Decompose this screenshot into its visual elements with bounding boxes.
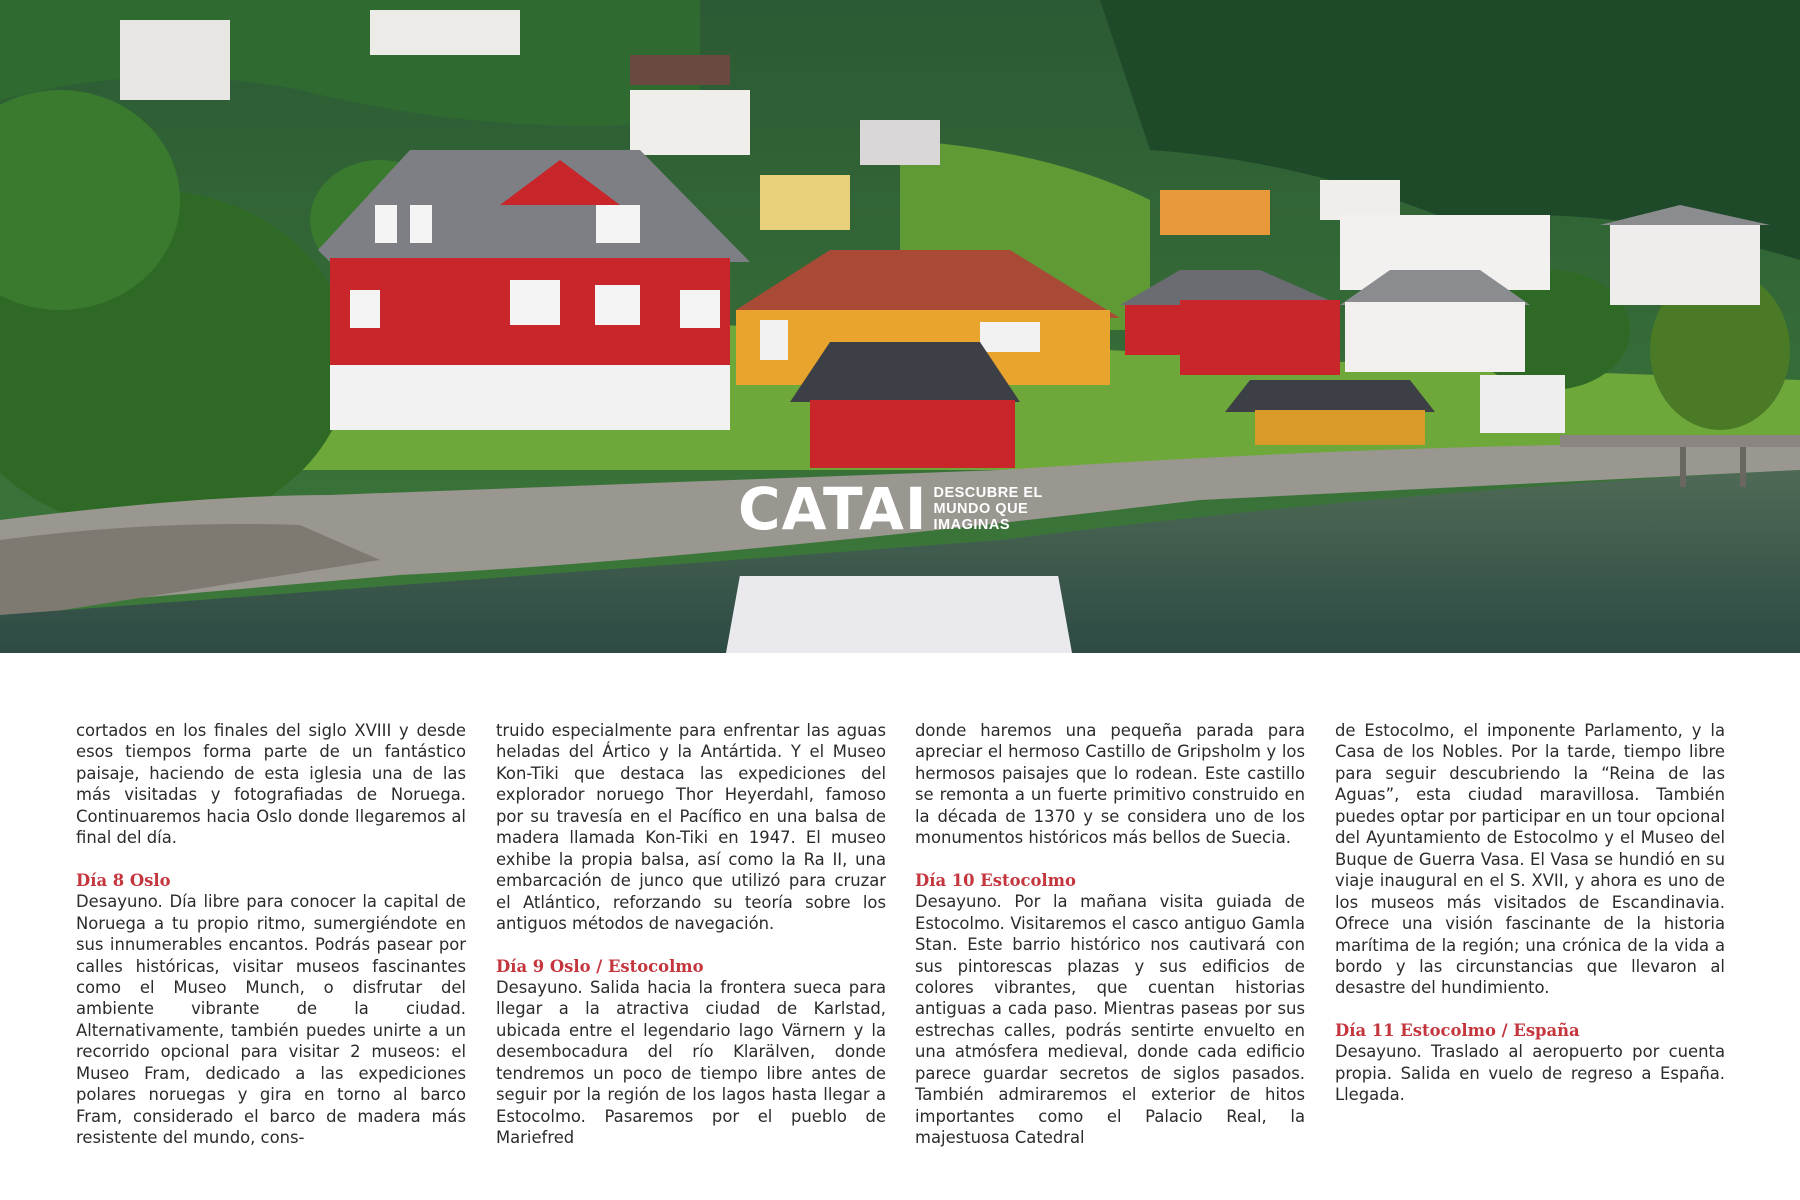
day-heading: Día 9 Oslo / Estocolmo (496, 956, 704, 976)
text-column-3 (915, 720, 1305, 1149)
paragraph: Desayuno. Salida hacia la frontera sueca para llegar a la atractiva ciudad de Karlstad, ubicada entre el legendario lago Värnern y la desembocadura del río Klarälven, donde tendremos un poco de tiempo libre antes de seguir por la región de los lagos hasta llegar a Estocolmo. Pasaremos por el pueblo de Mariefred (496, 977, 886, 1148)
logo-tagline-line: MUNDO QUE (933, 501, 1029, 517)
paragraph: truido especialmente para enfrentar las aguas heladas del Ártico y la Antártida. Y el Museo Kon-Tiki que destaca las expediciones del explorador noruego Thor Heyerdahl, famoso por su travesía en el Pacífico en una balsa de madera llamada Kon-Tiki en 1947. El museo exhibe la propia balsa, así como la Ra II, una embarcación de junco que utilizó para cruzar el Atlántico, reforzando su teoría sobre los antiguos métodos de navegación. (496, 721, 886, 934)
day-heading: Día 10 Estocolmo (915, 870, 1076, 890)
text-column-4 (1335, 720, 1725, 1106)
day-heading: Día 11 Estocolmo / España (1335, 1020, 1580, 1040)
day-heading: Día 8 Oslo (76, 870, 171, 890)
paragraph: donde haremos una pequeña parada para apreciar el hermoso Castillo de Gripsholm y los hermosos paisajes que lo rodean. Este castillo se remonta a un fuerte primitivo construido en la década de 1370 y se considera uno de los monumentos históricos más bellos de Suecia. (915, 721, 1305, 848)
logo-tagline-line: DESCUBRE EL (933, 485, 1043, 501)
paragraph: Desayuno. Por la mañana visita guiada de Estocolmo. Visitaremos el casco antiguo Gamla Stan. Este barrio histórico nos cautivará con sus pintorescas plazas y sus edificios de colores vibrantes, que cuentan historias antiguas a cada paso. Mientras paseas por sus estrechas calles, podrás sentirte envuelto en una atmósfera medieval, donde cada edificio parece guardar secretos de siglos pasados. También admiraremos el exterior de hitos importantes como el Palacio Real, la majestuosa Catedral (915, 892, 1305, 1148)
paragraph: Desayuno. Día libre para conocer la capital de Noruega a tu propio ritmo, sumergiéndote en sus innumerables encantos. Podrás pasear por calles históricas, visitar museos fascinantes como el Museo Munch, o disfrutar del ambiente vibrante de la ciudad. Alternativamente, también puedes unirte a un recorrido opcional para visitar 2 museos: el Museo Fram, dedicado a las expediciones polares noruegas y gira en torno al barco Fram, considerado el barco de madera más resistente del mundo, cons- (76, 892, 466, 1148)
paragraph: cortados en los finales del siglo XVIII y desde esos tiempos forma parte de un fantástico paisaje, haciendo de esta iglesia una de las más visitadas y fotografiadas de Noruega. Continuaremos hacia Oslo donde llegaremos al final del día. (76, 721, 466, 848)
catai-logo (738, 475, 1043, 543)
paragraph: Desayuno. Traslado al aeropuerto por cuenta propia. Salida en vuelo de regreso a España. Llegada. (1335, 1042, 1725, 1105)
logo-wordmark: CATAI (738, 475, 928, 543)
paragraph: de Estocolmo, el imponente Parlamento, y la Casa de los Nobles. Por la tarde, tiempo libre para seguir descubriendo la “Reina de las Aguas”, esta ciudad maravillosa. También puedes optar por participar en un tour opcional del Ayuntamiento de Estocolmo y el Museo del Buque de Guerra Vasa. El Vasa se hundió en su viaje inaugural en el S. XVII, y ahora es uno de los museos más visitados de Escandinavia. Ofrece una visión fascinante de la historia marítima de la región; una crónica de la vida a bordo y las circunstancias que llevaron al desastre del hundimiento. (1335, 721, 1725, 998)
logo-tagline (933, 485, 1042, 533)
text-column-1 (76, 720, 466, 1149)
itinerary-text (76, 720, 1726, 1148)
text-column-2 (496, 720, 886, 1149)
logo-tagline-line: IMAGINAS (933, 517, 1010, 533)
page-tab-shape (726, 576, 1072, 653)
